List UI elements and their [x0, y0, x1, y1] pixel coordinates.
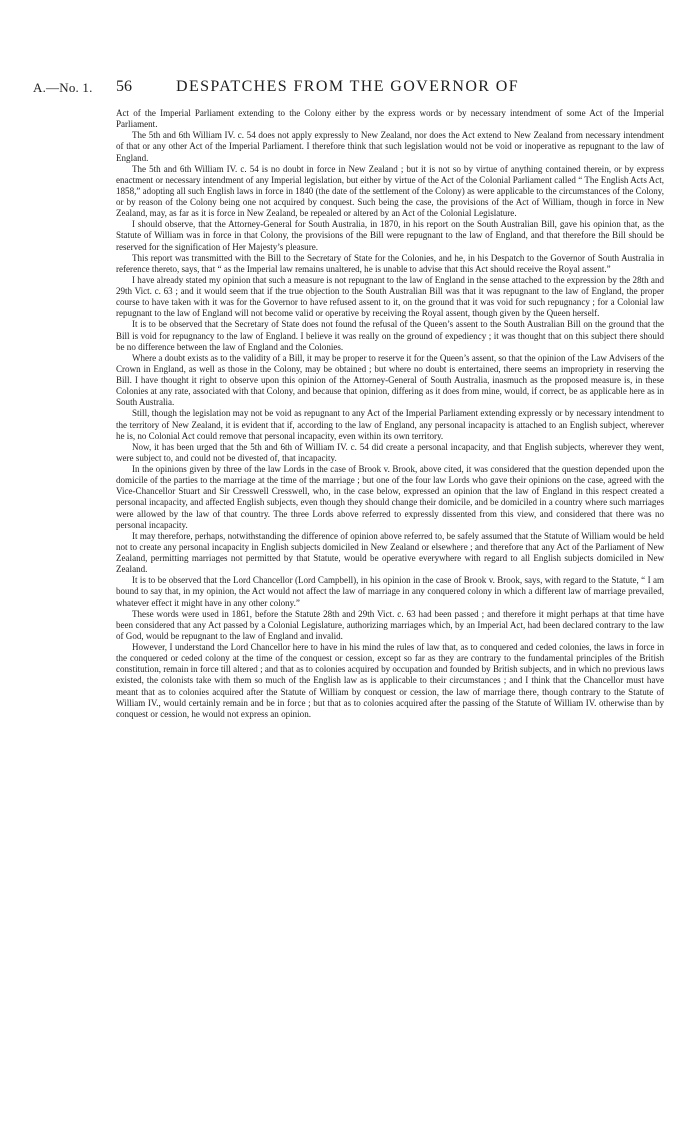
- paragraph: It may therefore, perhaps, notwithstanding the difference of opinion above referred to, be safely assumed that the Statute of William would be held not to create any personal incapacity in English subjects domiciled in New Zealand or elsewhere ; and therefore that any Act of the Parliament of New Zealand, permitting marriages not permitted by that Statute, would be operative everywhere with regard to all English subjects domiciled in New Zealand.: [116, 530, 664, 575]
- paragraph: Now, it has been urged that the 5th and 6th of William IV. c. 54 did create a personal incapacity, and that English subjects, wherever they went, were subject to, and could not be divested of, that incapacity.: [116, 441, 664, 463]
- paragraph: It is to be observed that the Secretary of State does not found the refusal of the Queen’s assent to the South Australian Bill on the ground that the Bill is void for repugnancy to the law of England. I believe it was really on the ground of expediency ; it was thought that on this subject there should be no difference between the law of England and the Colonies.: [116, 319, 664, 352]
- running-title: DESPATCHES FROM THE GOVERNOR OF: [176, 78, 520, 95]
- paragraph: It is to be observed that the Lord Chancellor (Lord Campbell), in his opinion in the case of Brook v. Brook, says, with regard to the Statute, “ I am bound to say that, in my opinion, the Act would not affect the law of marriage in any conquered colony in which a different law of marriage prevailed, whatever effect it might have in any other colony.”: [116, 575, 664, 608]
- paragraph: Where a doubt exists as to the validity of a Bill, it may be proper to reserve it for the Queen’s assent, so that the opinion of the Law Advisers of the Crown in England, as well as those in the Colony, may be obtained ; but where no doubt is entertained, there seems an impropriety in reserving the Bill. I have thought it right to observe upon this opinion of the Attorney-General of South Australia, inasmuch as the proposed measure is, in these Colonies at any rate, associated with that Colony, and because that opinion, differing as it does from mine, would, if correct, be as applicable here as in South Australia.: [116, 352, 664, 408]
- paragraph: These words were used in 1861, before the Statute 28th and 29th Vict. c. 63 had been passed ; and therefore it might perhaps at that time have been considered that any Act passed by a Colonial Legislature, authorizing marriages which, by an Imperial Act, had been declared contrary to the law of God, would be repugnant to the law of England and invalid.: [116, 608, 664, 641]
- paragraph: However, I understand the Lord Chancellor here to have in his mind the rules of law that, as to conquered and ceded colonies, the laws in force in the conquered or ceded colony at the time of the conquest or cession, except so far as they are contrary to the fundamental principles of the British constitution, remain in force till altered ; and that as to colonies acquired by occupation and founded by British subjects, and in which no previous laws existed, the colonists take with them so much of the English law as is applicable to their circumstances ; and I think that the Chancellor must have meant that as to colonies acquired after the Statute of William by conquest or cession, the law of marriage there, though contrary to the Statute of William IV., would certainly remain and be in force ; but that as to colonies acquired after the passing of the Statute of William IV. otherwise than by conquest or cession, he would not express an opinion.: [116, 642, 664, 719]
- paragraph: Still, though the legislation may not be void as repugnant to any Act of the Imperial Parliament extending expressly or by necessary intendment to the territory of New Zealand, it is evident that if, according to the law of England, any personal incapacity is attached to an English subject, wherever he is, no Colonial Act could remove that personal incapacity, even within its own territory.: [116, 408, 664, 441]
- paragraph: The 5th and 6th William IV. c. 54 does not apply expressly to New Zealand, nor does the Act extend to New Zealand from necessary intendment of that or any other Act of the Imperial Parliament. I therefore think that such legislation would not be void or inoperative as repugnant to the law of England.: [116, 130, 664, 163]
- body-text: [116, 108, 664, 720]
- paragraph: Act of the Imperial Parliament extending to the Colony either by the express words or by necessary intendment of some Act of the Imperial Parliament.: [116, 108, 664, 130]
- page-header: [0, 78, 700, 100]
- paragraph: The 5th and 6th William IV. c. 54 is no doubt in force in New Zealand ; but it is not so by virtue of anything contained therein, or by express enactment or necessary intendment of any Imperial legislation, but either by virtue of the Act of the Colonial Parliament called “ The English Acts Act, 1858,” adopting all such English laws in force in 1840 (the date of the settlement of the Colony) as were applicable to the circumstances of the Colony, or by reason of the Colony being one not acquired by conquest. Such being the case, the provisions of the Act of William, though in force in New Zealand, may, as far as it is force in New Zealand, be repealed or altered by an Act of the Colonial Legislature.: [116, 163, 664, 219]
- paragraph: I have already stated my opinion that such a measure is not repugnant to the law of England in the sense attached to the expression by the 28th and 29th Vict. c. 63 ; and it would seem that if the true objection to the South Australian Bill was that it was repugnant to the law of England, the proper course to have taken with it was for the Governor to have refused assent to it, on the ground that it was void for such repugnancy ; for a Colonial law repugnant to the law of England will not become valid or operative by receiving the Royal assent, though given by the Queen herself.: [116, 274, 664, 319]
- paragraph: In the opinions given by three of the law Lords in the case of Brook v. Brook, above cited, it was considered that the question depended upon the domicile of the parties to the marriage at the time of the marriage ; but one of the four law Lords who gave their opinions on the case, agreed with the Vice-Chancellor Stuart and Sir Cresswell Cresswell, who, in the case below, expressed an opinion that the law of England in this respect created a personal incapacity, and affected English subjects, even though they should change their domicile, and be domiciled in a country where such marriages were allowed by the law of that country. The three Lords above referred to expressly dissented from this view, and considered that there was no personal incapacity.: [116, 464, 664, 530]
- paragraph: I should observe, that the Attorney-General for South Australia, in 1870, in his report on the South Australian Bill, gave his opinion that, as the Statute of William was in force in that Colony, the provisions of the Bill were repugnant to the law of England, and that therefore the Bill should be reserved for the signification of Her Majesty’s pleasure.: [116, 219, 664, 252]
- document-reference: A.—No. 1.: [33, 80, 93, 95]
- page-number: 56: [116, 78, 132, 95]
- paragraph: This report was transmitted with the Bill to the Secretary of State for the Colonies, and he, in his Despatch to the Governor of South Australia in reference thereto, says, that “ as the Imperial law remains unaltered, he is unable to advise that this Act should receive the Royal assent.”: [116, 252, 664, 274]
